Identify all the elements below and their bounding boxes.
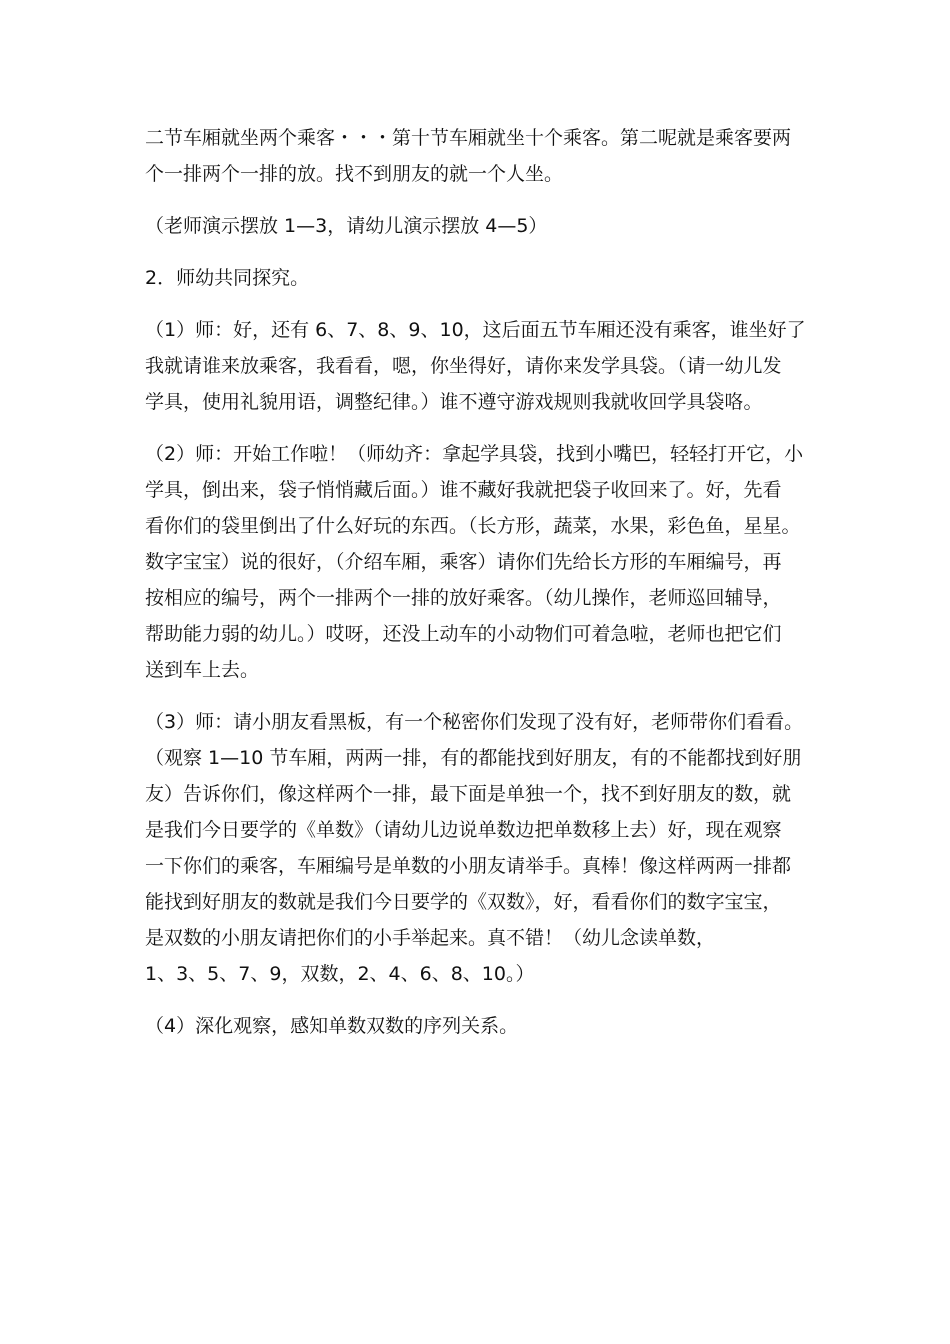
text-line: 是双数的小朋友请把你们的小手举起来。真不错！（幼儿念读单数， <box>145 927 716 949</box>
paragraph-step-3 <box>145 704 815 992</box>
text-line: 一下你们的乘客，车厢编号是单数的小朋友请举手。真棒！像这样两两一排都 <box>145 855 792 877</box>
paragraph-step-1 <box>145 312 815 420</box>
text-line: （2）师：开始工作啦！（师幼齐：拿起学具袋，找到小嘴巴，轻轻打开它，小 <box>145 443 804 465</box>
text-line: 按相应的编号，两个一排两个一排的放好乘客。（幼儿操作，老师巡回辅导， <box>145 587 782 609</box>
text-line: 个一排两个一排的放。找不到朋友的就一个人坐。 <box>145 163 564 185</box>
text-line: （4）深化观察，感知单数双数的序列关系。 <box>145 1015 519 1037</box>
text-line: 是我们今日要学的《单数》（请幼儿边说单数边把单数移上去）好，现在观察 <box>145 819 782 841</box>
text-line: 能找到好朋友的数就是我们今日要学的《双数》，好，看看你们的数字宝宝， <box>145 891 782 913</box>
text-line: 我就请谁来放乘客，我看看，嗯，你坐得好，请你来发学具袋。（请一幼儿发 <box>145 355 782 377</box>
text-line: 1、3、5、7、9，双数，2、4、6、8、10。） <box>145 963 535 985</box>
text-line: 数字宝宝）说的很好，（介绍车厢，乘客）请你们先给长方形的车厢编号，再 <box>145 551 782 573</box>
document-body <box>145 120 815 1060</box>
paragraph-intro <box>145 120 815 192</box>
text-line: 学具，倒出来，袋子悄悄藏后面。）谁不藏好我就把袋子收回来了。好，先看 <box>145 479 782 501</box>
section-heading <box>145 260 815 296</box>
text-line: 送到车上去。 <box>145 659 260 681</box>
text-line: 友）告诉你们，像这样两个一排，最下面是单独一个，找不到好朋友的数，就 <box>145 783 792 805</box>
text-line: 帮助能力弱的幼儿。）哎呀，还没上动车的小动物们可着急啦，老师也把它们 <box>145 623 782 645</box>
text-line: 学具，使用礼貌用语，调整纪律。）谁不遵守游戏规则我就收回学具袋咯。 <box>145 391 763 413</box>
text-line: 看你们的袋里倒出了什么好玩的东西。（长方形，蔬菜，水果，彩色鱼，星星。 <box>145 515 801 537</box>
text-line: （3）师：请小朋友看黑板，有一个秘密你们发现了没有好，老师带你们看看。 <box>145 711 804 733</box>
text-line: （1）师：好，还有 6、7、8、9、10，这后面五节车厢还没有乘客，谁坐好了 <box>145 319 806 341</box>
text-line: （观察 1—10 节车厢，两两一排，有的都能找到好朋友，有的不能都找到好朋 <box>145 747 802 769</box>
text-line: 二节车厢就坐两个乘客・・・第十节车厢就坐十个乘客。第二呢就是乘客要两 <box>145 127 792 149</box>
text-line: （老师演示摆放 1—3，请幼儿演示摆放 4—5） <box>145 215 548 237</box>
paragraph-step-4 <box>145 1008 815 1044</box>
text-line: 2．师幼共同探究。 <box>145 267 310 289</box>
paragraph-step-2 <box>145 436 815 688</box>
paragraph-demo-note <box>145 208 815 244</box>
